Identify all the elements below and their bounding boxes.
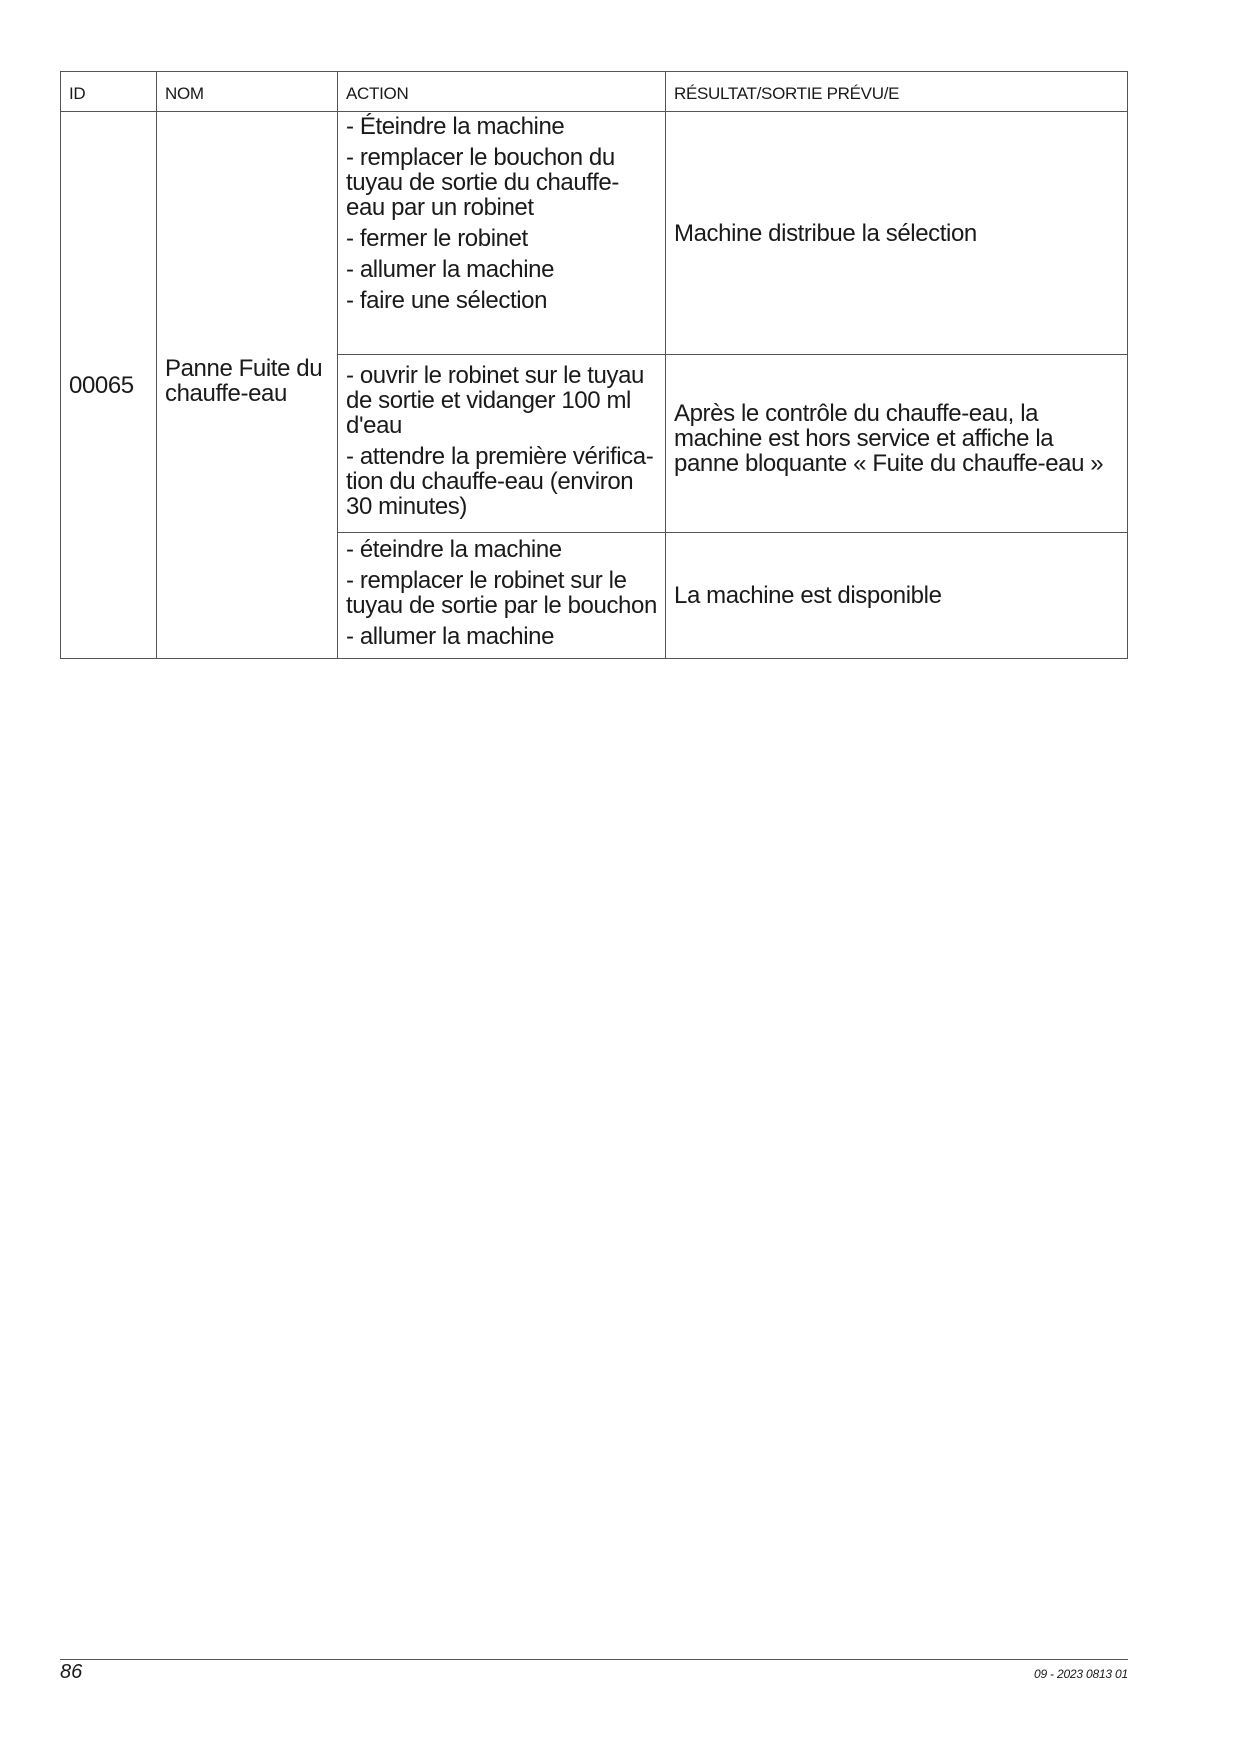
action-list bbox=[346, 537, 657, 649]
action-item: - éteindre la machine bbox=[346, 536, 562, 563]
entry-id: 00065 bbox=[61, 112, 157, 659]
action-item: - attendre la première vérifica-tion du chauffe-eau (environ 30 minutes) bbox=[346, 443, 654, 520]
result-cell: Après le contrôle du chauffe-eau, la machine est hors service et affiche la panne bloquante « Fuite du chauffe-eau » bbox=[666, 355, 1128, 533]
result-cell: La machine est disponible bbox=[666, 533, 1128, 659]
entry-nom: Panne Fuite du chauffe-eau bbox=[165, 355, 323, 407]
header-action: ACTION bbox=[338, 72, 666, 112]
entry-nom-cell bbox=[157, 112, 338, 659]
document-code: 09 - 2023 0813 01 bbox=[1033, 1667, 1128, 1681]
procedure-table bbox=[60, 71, 1128, 659]
header-id: ID bbox=[61, 72, 157, 112]
action-item: - remplacer le robinet sur le tuyau de sortie par le bouchon bbox=[346, 567, 657, 619]
table-header-row bbox=[61, 72, 1128, 112]
action-item: - fermer le robinet bbox=[346, 225, 528, 252]
header-result: RÉSULTAT/SORTIE PRÉVU/E bbox=[666, 72, 1128, 112]
header-nom: NOM bbox=[157, 72, 338, 112]
action-item: - Éteindre la machine bbox=[346, 113, 565, 140]
page-number: 86 bbox=[60, 1661, 83, 1683]
action-item: - remplacer le bouchon du tuyau de sortie du chauffe-eau par un robinet bbox=[346, 144, 619, 221]
footer-divider bbox=[60, 1659, 1128, 1660]
action-item: - ouvrir le robinet sur le tuyau de sortie et vidanger 100 ml d'eau bbox=[346, 362, 645, 439]
action-list bbox=[346, 363, 657, 519]
action-item: - faire une sélection bbox=[346, 287, 548, 314]
result-cell: Machine distribue la sélection bbox=[666, 112, 1128, 355]
action-cell bbox=[338, 112, 666, 355]
action-item: - allumer la machine bbox=[346, 256, 555, 283]
table-row bbox=[61, 112, 1128, 355]
action-cell bbox=[338, 355, 666, 533]
action-item: - allumer la machine bbox=[346, 623, 555, 650]
action-list bbox=[346, 114, 657, 313]
action-cell bbox=[338, 533, 666, 659]
